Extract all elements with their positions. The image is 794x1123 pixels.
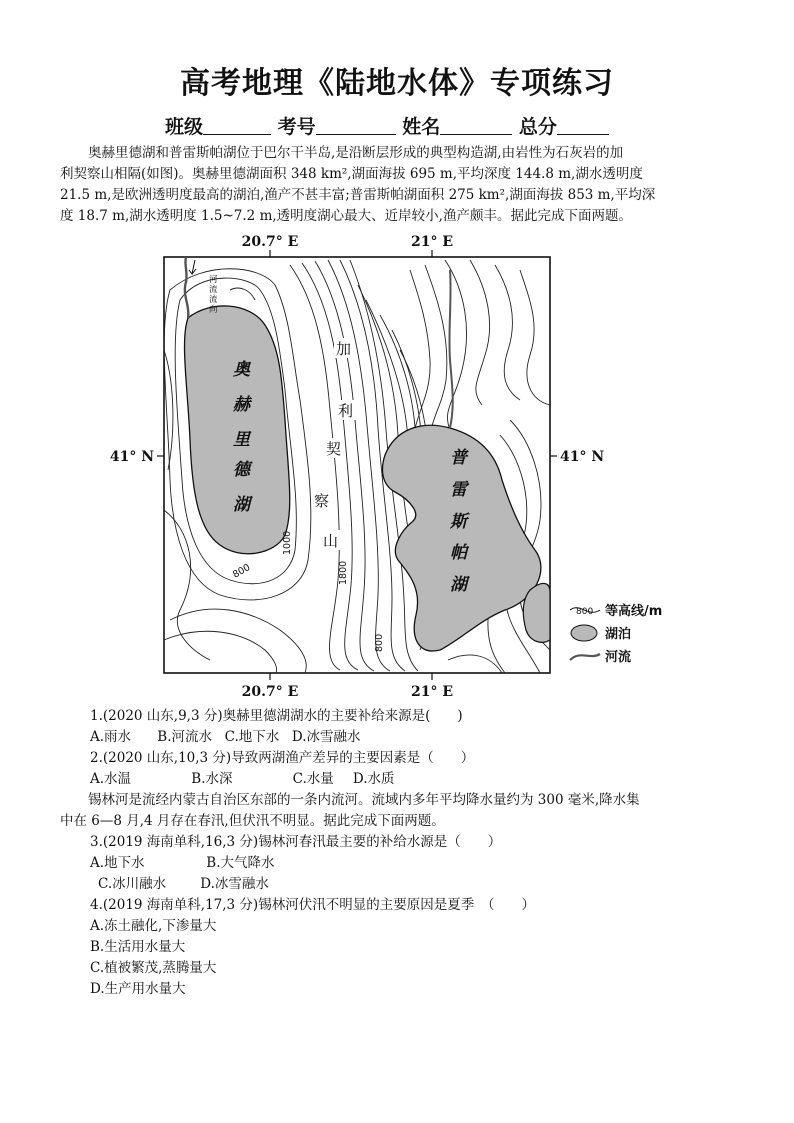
ohrid-lake-label: 奥 (233, 360, 250, 380)
mountain-label: 加 (336, 340, 352, 358)
option-c[interactable]: C.地下水 (224, 729, 280, 745)
contour-value: 800 (374, 633, 385, 652)
lon-label-top-left: 20.7° E (241, 234, 299, 250)
option-d[interactable]: D.冰雪融水 (200, 876, 269, 892)
option-b[interactable]: B.生活用水量大 (90, 939, 186, 955)
passage-line: 利契察山相隔(如图)。奥赫里德湖面积 348 km²,湖面海拔 695 m,平均深度 144.8 m,湖水透明度 (60, 166, 643, 182)
name-label: 姓名 (402, 116, 441, 138)
legend-lake-swatch (571, 625, 597, 641)
passage-xilin-river (60, 790, 740, 832)
map-legend (570, 603, 662, 665)
question-1-stem: 1.(2020 山东,9,3 分)奥赫里德湖湖水的主要补给来源是( ) (90, 708, 463, 724)
question-4-stem: 4.(2019 海南单科,17,3 分)锡林河伏汛不明显的主要原因是夏季 （ ） (90, 897, 535, 913)
lon-label-top-right: 21° E (410, 234, 454, 250)
prespa-lake-label: 帕 (450, 543, 467, 563)
legend-contour-label: 等高线/m (605, 604, 663, 619)
lat-label-left: 41° N (110, 449, 154, 465)
contour-value: 800 (231, 562, 253, 581)
legend-lake-label: 湖泊 (605, 627, 632, 642)
option-a[interactable]: A.冻土融化,下渗量大 (90, 918, 217, 934)
mountain-label: 山 (323, 532, 339, 550)
question-1-options (90, 727, 361, 748)
question-2-options (90, 769, 395, 790)
ohrid-lake-label: 赫 (233, 395, 250, 415)
student-info-fields (165, 112, 609, 139)
mountain-label: 利 (338, 402, 354, 420)
prespa-lake-label: 斯 (450, 512, 467, 532)
lon-label-bottom-left: 20.7° E (241, 684, 299, 700)
lon-label-bottom-right: 21° E (410, 684, 454, 700)
name-blank[interactable] (440, 116, 512, 135)
question-2-stem: 2.(2020 山东,10,3 分)导致两湖渔产差异的主要因素是（ ） (90, 750, 475, 766)
lat-label-right: 41° N (560, 449, 605, 465)
passage-line: 21.5 m,是欧洲透明度最高的湖泊,渔产不甚丰富;普雷斯帕湖面积 275 km²,湖面海拔 853 m,平均深 (60, 187, 656, 203)
exam-no-blank[interactable] (316, 116, 396, 135)
contour-value: 1800 (338, 560, 349, 585)
contour-value: 1000 (282, 530, 293, 555)
legend-contour-value: 800 (576, 607, 594, 617)
option-a[interactable]: A.水温 (90, 771, 132, 787)
passage-lakes (60, 143, 740, 227)
option-c[interactable]: C.水量 (292, 771, 334, 787)
river-note-char: 河 (209, 275, 218, 285)
passage-line: 奥赫里德湖和普雷斯帕湖位于巴尔干半岛,是沿断层形成的典型构造湖,由岩性为石灰岩的加 (88, 145, 624, 161)
option-d[interactable]: D.冰雪融水 (291, 729, 361, 745)
class-label: 班级 (165, 116, 204, 138)
option-c[interactable]: C.冰川融水 (98, 876, 167, 892)
river-note-char: 流 (209, 295, 218, 305)
question-3-options-row2 (98, 874, 269, 895)
class-blank[interactable] (203, 116, 271, 135)
exam-no-label: 考号 (277, 116, 316, 138)
option-b[interactable]: B.河流水 (157, 729, 213, 745)
option-c[interactable]: C.植被繁茂,蒸腾量大 (90, 960, 217, 976)
score-blank[interactable] (557, 116, 609, 135)
legend-river-swatch (570, 654, 600, 660)
page-title: 高考地理《陆地水体》专项练习 (180, 66, 614, 101)
option-d[interactable]: D.水质 (352, 771, 395, 787)
score-label: 总分 (518, 116, 557, 138)
question-3-stem: 3.(2019 海南单科,16,3 分)锡林河春汛最主要的补给水源是（ ） (90, 834, 502, 850)
option-a[interactable]: A.雨水 (90, 729, 132, 745)
prespa-lake-label: 湖 (450, 575, 467, 595)
ohrid-lake-label: 里 (233, 430, 250, 450)
mountain-label: 契 (326, 440, 342, 458)
option-b[interactable]: B.大气降水 (206, 855, 275, 871)
option-b[interactable]: B.水深 (191, 771, 233, 787)
mountain-label: 察 (314, 492, 330, 510)
legend-river-label: 河流 (605, 650, 632, 665)
ohrid-lake-label: 德 (233, 460, 250, 480)
option-a[interactable]: A.地下水 (90, 855, 145, 871)
question-3-options (90, 853, 275, 874)
passage-line: 锡林河是流经内蒙古自治区东部的一条内流河。流域内多年平均降水量约为 300 毫米,降水集 (88, 792, 640, 808)
ohrid-lake-label: 湖 (233, 495, 250, 515)
option-d[interactable]: D.生产用水量大 (90, 981, 186, 997)
passage-line: 度 18.7 m,湖水透明度 1.5~7.2 m,透明度湖心最大、近岸较小,渔产颇丰。据此完成下面两题。 (60, 208, 632, 224)
prespa-lake-label: 雷 (450, 480, 467, 500)
passage-line: 中在 6—8 月,4 月存在春汛,但伏汛不明显。据此完成下面两题。 (60, 813, 445, 829)
river-note-char: 向 (209, 305, 218, 315)
lake-contour-map (110, 230, 670, 700)
prespa-lake-label: 普 (450, 448, 467, 468)
river-note-char: 流 (209, 285, 218, 295)
